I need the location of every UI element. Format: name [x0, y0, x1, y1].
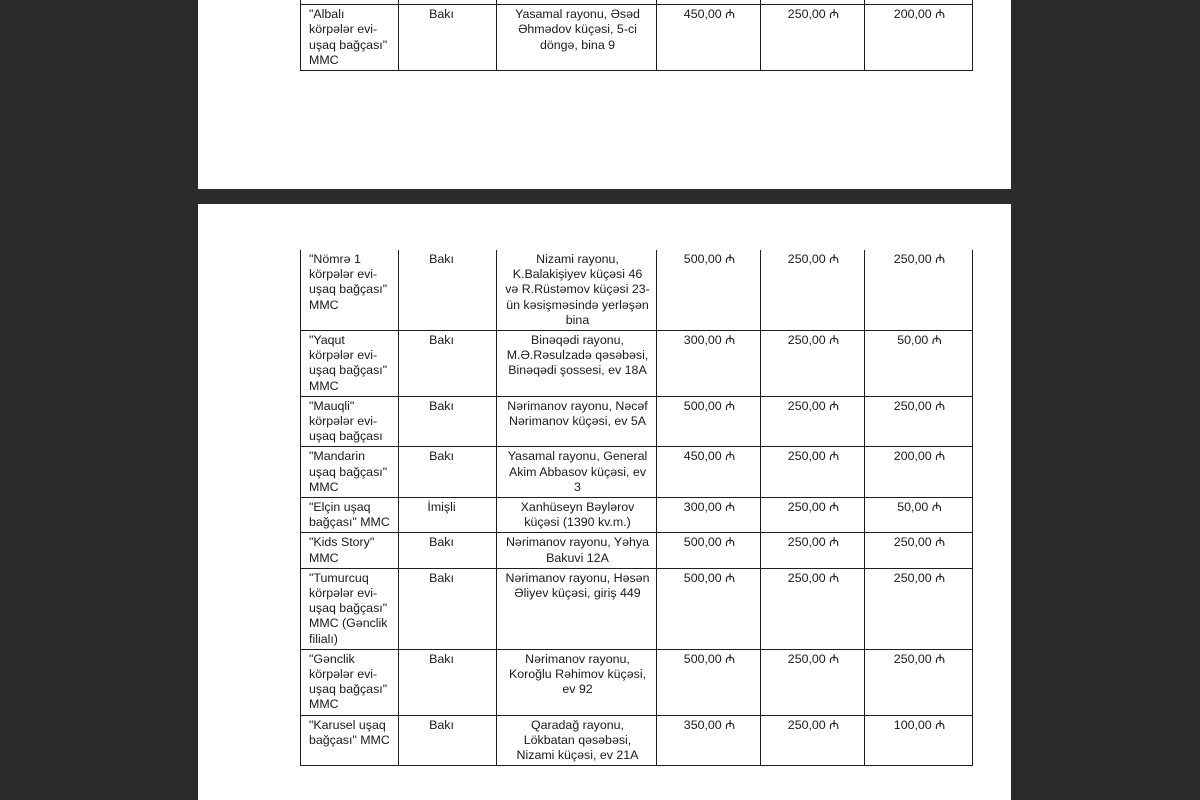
- cell-amount-state: 250,00 ₼: [761, 250, 865, 331]
- cell-organization-name: "Mandarin uşaq bağçası" MMC: [301, 447, 399, 498]
- kindergarten-table-page-1: [300, 0, 973, 71]
- cell-amount-state: 250,00 ₼: [761, 396, 865, 447]
- cell-city: Bakı: [399, 568, 497, 649]
- cell-amount-parent: 200,00 ₼: [865, 5, 973, 71]
- table-row: [301, 649, 973, 715]
- cell-organization-name: "Albalı körpələr evi-uşaq bağçası" MMC: [301, 5, 399, 71]
- cell-address: Yasamal rayonu, General Akim Abbasov küçəsi, ev 3: [497, 447, 657, 498]
- cell-address: Nərimanov rayonu, Həsən Əliyev küçəsi, giriş 449: [497, 568, 657, 649]
- cell-organization-name: "Yaqut körpələr evi-uşaq bağçası" MMC: [301, 331, 399, 397]
- cell-amount-parent: 250,00 ₼: [865, 533, 973, 568]
- cell-address: Nərimanov rayonu, Nəcəf Nərimanov küçəsi, ev 5A: [497, 396, 657, 447]
- cell-address: Nərimanov rayonu, Yəhya Bakuvi 12A: [497, 533, 657, 568]
- cell-city: Bakı: [399, 533, 497, 568]
- cell-organization-name: "Nömrə 1 körpələr evi-uşaq bağçası" MMC: [301, 250, 399, 331]
- cell-amount-total: 500,00 ₼: [657, 250, 761, 331]
- cell-organization-name: "Mauqli" körpələr evi-uşaq bağçası: [301, 396, 399, 447]
- cell-amount-total: 500,00 ₼: [657, 568, 761, 649]
- cell-amount-total: 300,00 ₼: [657, 331, 761, 397]
- table-row: [301, 715, 973, 766]
- document-page-1: [198, 0, 1011, 189]
- table-row: [301, 5, 973, 71]
- cell-address: Binəqədi rayonu, M.Ə.Rəsulzadə qəsəbəsi, Binəqədi şossesi, ev 18A: [497, 331, 657, 397]
- table-row: [301, 396, 973, 447]
- cell-city: Bakı: [399, 649, 497, 715]
- cell-address: Xanhüseyn Bəylərov küçəsi (1390 kv.m.): [497, 498, 657, 533]
- cell-amount-total: 350,00 ₼: [657, 715, 761, 766]
- cell-organization-name: "Gənclik körpələr evi-uşaq bağçası" MMC: [301, 649, 399, 715]
- cell-city: İmişli: [399, 498, 497, 533]
- cell-organization-name: "Karusel uşaq bağçası" MMC: [301, 715, 399, 766]
- cell-amount-state: 250,00 ₼: [761, 568, 865, 649]
- cell-amount-state: 250,00 ₼: [761, 5, 865, 71]
- cell-amount-parent: 100,00 ₼: [865, 715, 973, 766]
- cell-city: Bakı: [399, 396, 497, 447]
- cell-organization-name: "Kids Story" MMC: [301, 533, 399, 568]
- cell-city: Bakı: [399, 5, 497, 71]
- table-row: [301, 533, 973, 568]
- cell-amount-state: 250,00 ₼: [761, 447, 865, 498]
- cell-amount-total: 500,00 ₼: [657, 533, 761, 568]
- cell-city: Bakı: [399, 715, 497, 766]
- document-page-2: [198, 204, 1011, 800]
- cell-amount-state: 250,00 ₼: [761, 533, 865, 568]
- cell-city: Bakı: [399, 447, 497, 498]
- cell-city: Bakı: [399, 250, 497, 331]
- cell-amount-parent: 50,00 ₼: [865, 331, 973, 397]
- cell-amount-parent: 50,00 ₼: [865, 498, 973, 533]
- cell-amount-parent: 250,00 ₼: [865, 396, 973, 447]
- cell-amount-parent: 250,00 ₼: [865, 568, 973, 649]
- cell-amount-state: 250,00 ₼: [761, 649, 865, 715]
- cell-amount-parent: 250,00 ₼: [865, 649, 973, 715]
- cell-amount-parent: 250,00 ₼: [865, 250, 973, 331]
- table-row: [301, 331, 973, 397]
- table-row: [301, 447, 973, 498]
- cell-organization-name: "Tumurcuq körpələr evi-uşaq bağçası" MMC (Gənclik filialı): [301, 568, 399, 649]
- cell-amount-state: 250,00 ₼: [761, 715, 865, 766]
- table-row: [301, 498, 973, 533]
- cell-amount-state: 250,00 ₼: [761, 498, 865, 533]
- table-row: [301, 250, 973, 331]
- cell-amount-total: 450,00 ₼: [657, 447, 761, 498]
- cell-amount-total: 300,00 ₼: [657, 498, 761, 533]
- cell-address: Yasamal rayonu, Əsəd Əhmədov küçəsi, 5-ci döngə, bina 9: [497, 5, 657, 71]
- cell-amount-total: 500,00 ₼: [657, 649, 761, 715]
- cell-address: Nərimanov rayonu, Koroğlu Rəhimov küçəsi, ev 92: [497, 649, 657, 715]
- cell-address: Qaradağ rayonu, Lökbatan qəsəbəsi, Nizami küçəsi, ev 21A: [497, 715, 657, 766]
- cell-organization-name: "Elçin uşaq bağçası" MMC: [301, 498, 399, 533]
- cell-address: Nizami rayonu, K.Balakişiyev küçəsi 46 və R.Rüstəmov küçəsi 23-ün kəsişməsində yerləşən bina: [497, 250, 657, 331]
- cell-amount-total: 450,00 ₼: [657, 5, 761, 71]
- cell-amount-total: 500,00 ₼: [657, 396, 761, 447]
- cell-city: Bakı: [399, 331, 497, 397]
- cell-amount-state: 250,00 ₼: [761, 331, 865, 397]
- kindergarten-table-page-2: [300, 250, 973, 766]
- cell-amount-parent: 200,00 ₼: [865, 447, 973, 498]
- table-row: [301, 568, 973, 649]
